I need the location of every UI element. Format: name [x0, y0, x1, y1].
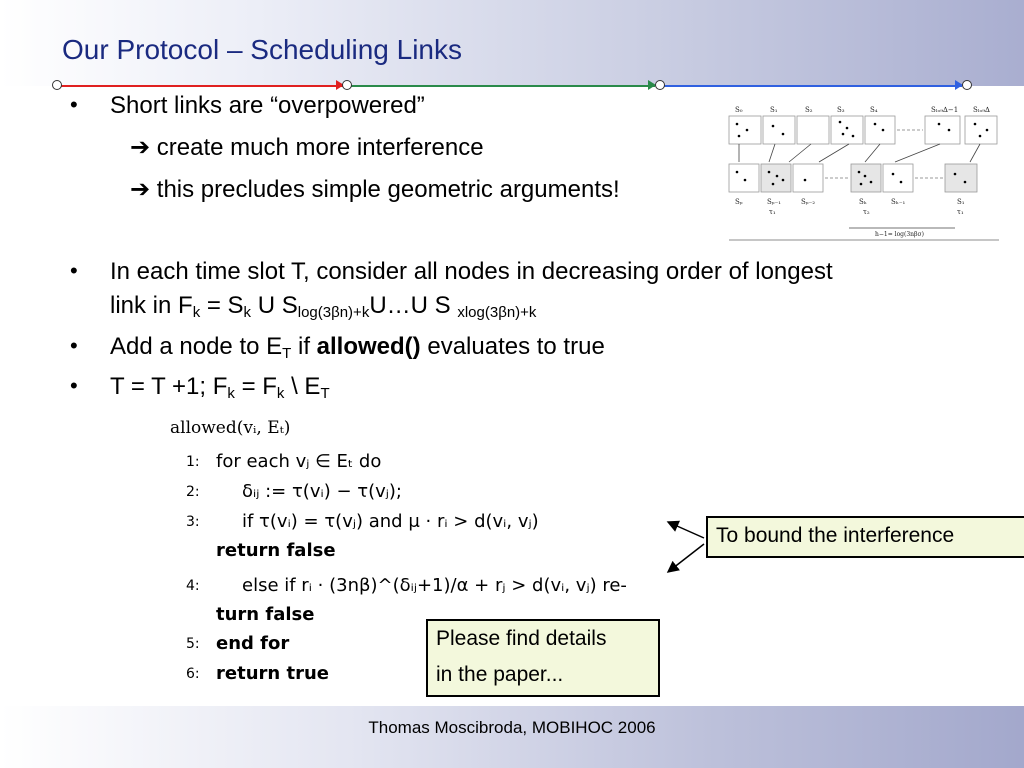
algorithm-line: turn false — [216, 604, 315, 625]
arrow-right-icon: ➔ — [130, 175, 151, 203]
callout-details — [426, 619, 660, 697]
figure-bottom-label: Sₚ₋₁ — [767, 198, 782, 206]
sub-bullet-2 — [130, 175, 620, 204]
algorithm-line: for each vⱼ ∈ Eₜ do — [216, 451, 382, 472]
algorithm-line: else if rᵢ · (3nβ)^(δᵢⱼ+1)/α + rⱼ > d(vᵢ, vⱼ) re- — [242, 575, 627, 596]
arrow-right-icon: ➔ — [130, 133, 151, 161]
bullet-marker: • — [70, 333, 78, 358]
subscript: T — [282, 345, 292, 362]
algorithm-line: δᵢⱼ := τ(vᵢ) − τ(vⱼ); — [242, 481, 402, 502]
figure-bracket-label: h−1= log(3nβσ) — [875, 231, 924, 238]
algorithm-line: return true — [216, 663, 329, 684]
line-number: 1: — [186, 454, 200, 470]
subscript: k — [227, 385, 235, 402]
bullet-3 — [110, 333, 605, 368]
callout-details-line-1: Please find details — [436, 627, 607, 650]
figure-bottom-label: S₁ — [957, 198, 965, 206]
footer-text: Thomas Moscibroda, MOBIHOC 2006 — [368, 718, 656, 737]
text: = F — [234, 373, 277, 400]
text: \ E — [284, 373, 321, 400]
figure-top-label: S₀ — [735, 106, 743, 114]
slide-title: Our Protocol – Scheduling Links — [62, 34, 462, 65]
callout-interference — [706, 516, 1024, 558]
text: U S — [251, 292, 298, 319]
figure-bottom-label: Sₚ₋₂ — [801, 198, 816, 206]
text: T = T +1; F — [110, 373, 228, 400]
bullet-marker: • — [70, 258, 78, 283]
subscript: k — [192, 304, 201, 321]
figure-top-label: Sₗₒ₉∆ — [973, 106, 990, 114]
line-number: 5: — [186, 636, 200, 652]
figure-top-label: S₁ — [770, 106, 778, 114]
figure-top-label: S₄ — [870, 106, 878, 114]
algorithm-line: return false — [216, 540, 336, 561]
subscript: xlog(3βn)+k — [457, 304, 537, 321]
figure-bottom-label: Sₚ — [735, 198, 743, 206]
callout-arrows — [660, 510, 710, 580]
text: = S — [200, 292, 244, 319]
algorithm-line: if τ(vᵢ) = τ(vⱼ) and μ · rᵢ > d(vᵢ, vⱼ) — [242, 511, 539, 532]
link-classes-figure — [725, 100, 1003, 243]
bullet-4 — [110, 373, 330, 408]
sub-bullet-2-text: this precludes simple geometric arguments! — [156, 176, 620, 203]
text: if — [291, 333, 317, 360]
text: Add a node to E — [110, 333, 283, 360]
figure-top-label: S₂ — [805, 106, 813, 114]
line-number: 2: — [186, 484, 200, 500]
line-number: 4: — [186, 578, 200, 594]
figure-top-label: Sₗₒ₉∆−1 — [931, 106, 959, 114]
line-number: 6: — [186, 666, 200, 682]
subscript: T — [320, 385, 330, 402]
figure-bottom-label: Sₕ₋₁ — [891, 198, 906, 206]
sub-bullet-1 — [130, 133, 484, 162]
sub-bullet-1-text: create much more interference — [156, 134, 484, 161]
subscript: k — [276, 385, 285, 402]
algorithm-header: allowed(vᵢ, Eₜ) — [170, 418, 291, 438]
line-number: 3: — [186, 514, 200, 530]
bullet-marker: • — [70, 373, 78, 398]
figure-tau-label: τ₁ — [957, 208, 964, 216]
text: link in F — [110, 292, 193, 319]
text: U…U S — [369, 292, 458, 319]
callout-details-line-2: in the paper... — [436, 663, 564, 686]
figure-top-label: S₃ — [837, 106, 845, 114]
allowed-function-name: allowed() — [316, 333, 421, 360]
bullet-2-line-2 — [110, 292, 536, 327]
algorithm-line: end for — [216, 633, 290, 654]
subscript: k — [243, 304, 252, 321]
bullet-marker: • — [70, 92, 78, 117]
bullet-2-line-1: In each time slot T, consider all nodes in decreasing order of longest — [110, 258, 833, 285]
figure-bottom-label: Sₕ — [859, 198, 867, 206]
callout-interference-text: To bound the interference — [716, 524, 955, 547]
subscript: log(3βn)+k — [297, 304, 370, 321]
figure-tau-label: τ₁ — [769, 208, 776, 216]
text: evaluates to true — [420, 333, 605, 360]
figure-tau-label: τ₂ — [863, 208, 870, 216]
bullet-1: Short links are “overpowered” — [110, 92, 425, 119]
